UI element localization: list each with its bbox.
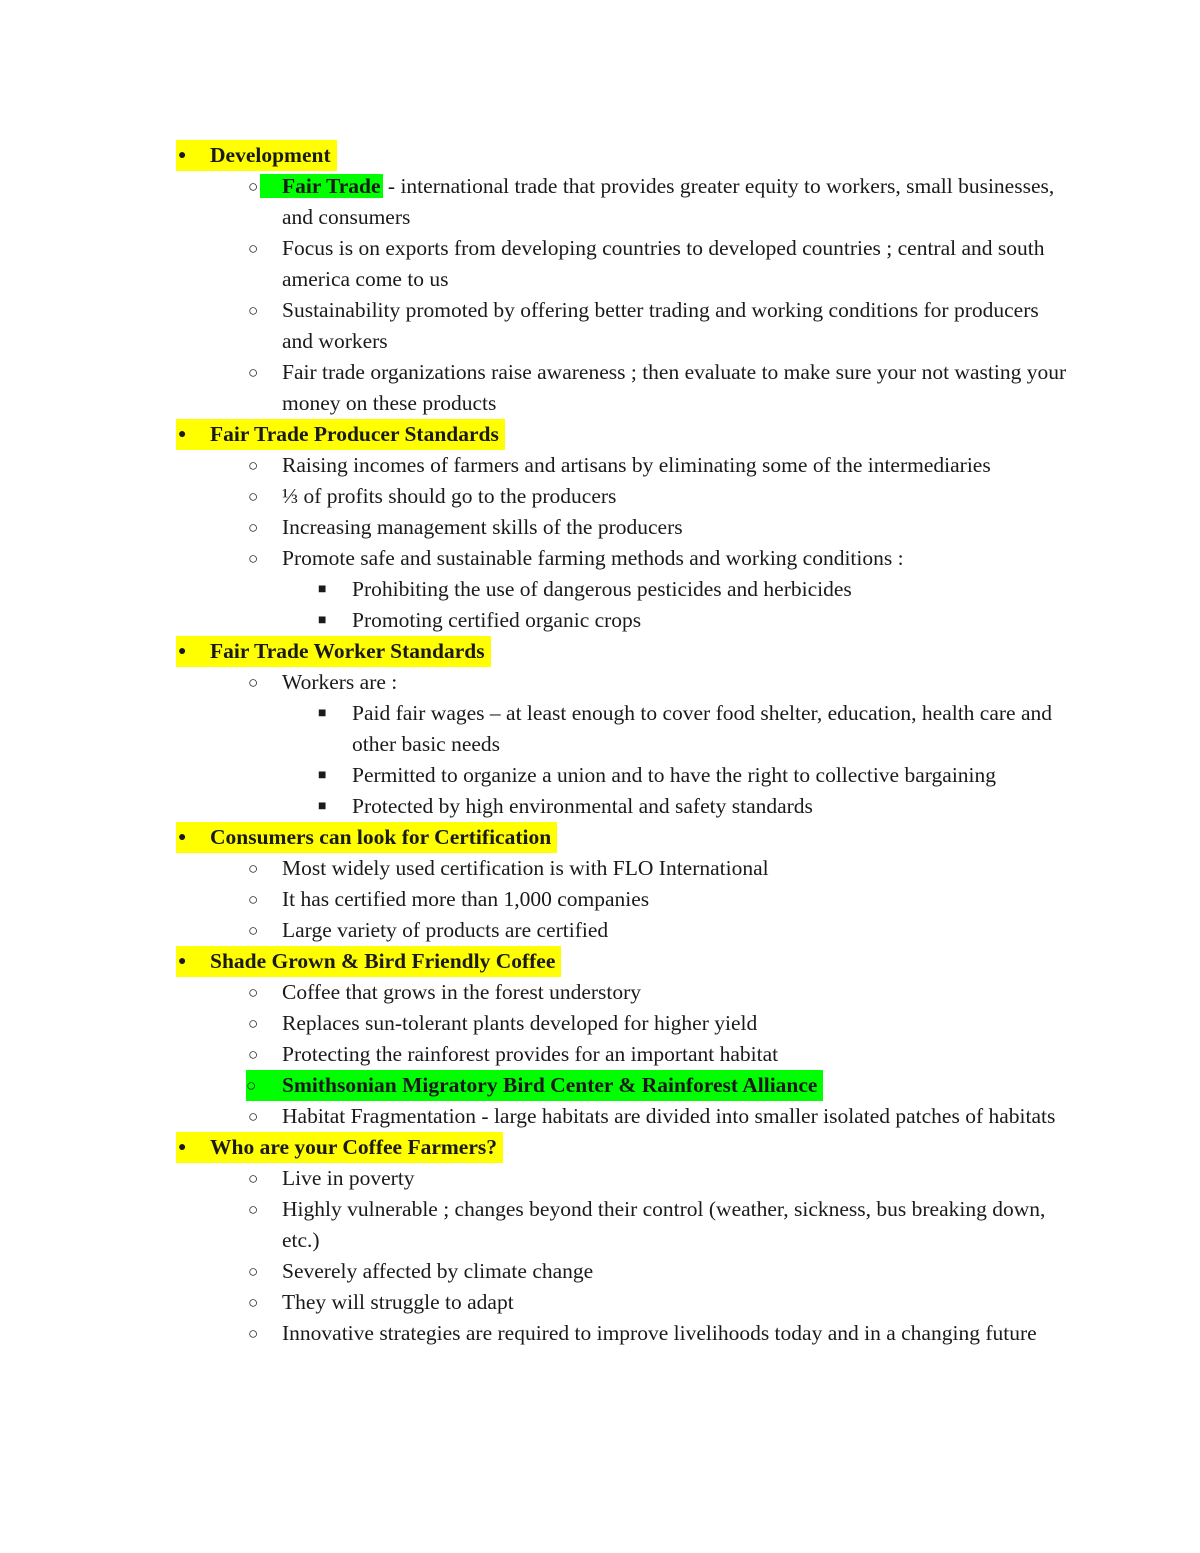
item-text: Focus is on exports from developing countries to developed countries ; central and south america come to us bbox=[282, 236, 1045, 291]
hollow-bullet-icon: ○ bbox=[248, 673, 259, 692]
section-heading: Who are your Coffee Farmers? bbox=[176, 1132, 503, 1163]
hollow-bullet-icon: ○ bbox=[248, 549, 259, 568]
list-item bbox=[0, 977, 1200, 1008]
item-text: ⅓ of profits should go to the producers bbox=[282, 484, 617, 508]
section-heading-row bbox=[0, 946, 1200, 977]
hollow-bullet-icon: ○ bbox=[248, 301, 259, 320]
list-item bbox=[0, 1318, 1200, 1349]
square-bullet-icon: ■ bbox=[318, 799, 327, 814]
filled-bullet-icon: ● bbox=[178, 830, 187, 845]
item-text: Highly vulnerable ; changes beyond their control (weather, sickness, bus breaking down, etc.) bbox=[282, 1197, 1046, 1252]
square-bullet-icon: ■ bbox=[318, 768, 327, 783]
hollow-bullet-icon: ○ bbox=[248, 983, 259, 1002]
list-item bbox=[0, 543, 1200, 574]
hollow-bullet-icon: ○ bbox=[248, 921, 259, 940]
list-item bbox=[0, 1008, 1200, 1039]
list-item bbox=[0, 915, 1200, 946]
item-text: Habitat Fragmentation - large habitats are divided into smaller isolated patches of habitats bbox=[282, 1104, 1056, 1128]
sub-list-item bbox=[0, 791, 1200, 822]
section-heading-row bbox=[0, 419, 1200, 450]
list-item bbox=[0, 357, 1200, 419]
hollow-bullet-icon: ○ bbox=[248, 890, 259, 909]
list-item bbox=[0, 667, 1200, 698]
hollow-bullet-icon: ○ bbox=[248, 177, 259, 196]
section-heading: Fair Trade Worker Standards bbox=[176, 636, 491, 667]
list-item bbox=[0, 171, 1200, 233]
list-item bbox=[0, 1287, 1200, 1318]
hollow-bullet-icon: ○ bbox=[248, 1169, 259, 1188]
square-bullet-icon: ■ bbox=[318, 613, 327, 628]
item-text: Sustainability promoted by offering better trading and working conditions for producers and workers bbox=[282, 298, 1039, 353]
item-text: They will struggle to adapt bbox=[282, 1290, 514, 1314]
square-bullet-icon: ■ bbox=[318, 706, 327, 721]
filled-bullet-icon: ● bbox=[178, 1140, 187, 1155]
list-item bbox=[0, 1163, 1200, 1194]
sub-list-item bbox=[0, 574, 1200, 605]
sub-item-text: Paid fair wages – at least enough to cover food shelter, education, health care and other basic needs bbox=[352, 701, 1053, 756]
item-text: Protecting the rainforest provides for an important habitat bbox=[282, 1042, 779, 1066]
item-text: Fair trade organizations raise awareness ; then evaluate to make sure your not wasting your money on these products bbox=[282, 360, 1067, 415]
hollow-bullet-icon: ○ bbox=[248, 1014, 259, 1033]
filled-bullet-icon: ● bbox=[178, 644, 187, 659]
item-text: Innovative strategies are required to improve livelihoods today and in a changing future bbox=[282, 1321, 1037, 1345]
list-item bbox=[0, 1101, 1200, 1132]
hollow-bullet-icon: ○ bbox=[248, 456, 259, 475]
section-heading: Development bbox=[176, 140, 337, 171]
hollow-bullet-icon: ○ bbox=[248, 239, 259, 258]
sub-list-item bbox=[0, 760, 1200, 791]
sub-item-text: Promoting certified organic crops bbox=[352, 608, 642, 632]
item-text: Workers are : bbox=[282, 670, 398, 694]
hollow-bullet-icon: ○ bbox=[248, 518, 259, 537]
item-text: Replaces sun-tolerant plants developed for higher yield bbox=[282, 1011, 758, 1035]
section-heading: Shade Grown & Bird Friendly Coffee bbox=[176, 946, 561, 977]
item-text: Live in poverty bbox=[282, 1166, 415, 1190]
list-item bbox=[0, 853, 1200, 884]
square-bullet-icon: ■ bbox=[318, 582, 327, 597]
list-item bbox=[0, 233, 1200, 295]
hollow-bullet-icon: ○ bbox=[248, 859, 259, 878]
hollow-bullet-icon: ○ bbox=[248, 1045, 259, 1064]
item-text: Severely affected by climate change bbox=[282, 1259, 594, 1283]
filled-bullet-icon: ● bbox=[178, 954, 187, 969]
sub-item-text: Permitted to organize a union and to have the right to collective bargaining bbox=[352, 763, 997, 787]
item-text: Large variety of products are certified bbox=[282, 918, 609, 942]
sub-list-item bbox=[0, 698, 1200, 760]
section-heading-row bbox=[0, 636, 1200, 667]
filled-bullet-icon: ● bbox=[178, 148, 187, 163]
hollow-bullet-icon: ○ bbox=[248, 1262, 259, 1281]
hollow-bullet-icon: ○ bbox=[248, 363, 259, 382]
item-text: Promote safe and sustainable farming methods and working conditions : bbox=[282, 546, 904, 570]
highlighted-item bbox=[246, 1070, 823, 1101]
list-item-highlighted bbox=[0, 1070, 1200, 1101]
list-item bbox=[0, 295, 1200, 357]
outline bbox=[0, 140, 1200, 1349]
section-heading: Fair Trade Producer Standards bbox=[176, 419, 505, 450]
hollow-bullet-icon: ○ bbox=[248, 1200, 259, 1219]
item-text: Increasing management skills of the producers bbox=[282, 515, 683, 539]
section-heading-row bbox=[0, 822, 1200, 853]
list-item bbox=[0, 884, 1200, 915]
section-heading-row bbox=[0, 1132, 1200, 1163]
sub-item-text: Prohibiting the use of dangerous pesticides and herbicides bbox=[352, 577, 852, 601]
hollow-bullet-icon: ○ bbox=[248, 487, 259, 506]
section-heading-row bbox=[0, 140, 1200, 171]
hollow-bullet-icon: ○ bbox=[248, 1293, 259, 1312]
item-text: Raising incomes of farmers and artisans by eliminating some of the intermediaries bbox=[282, 453, 991, 477]
item-text: Coffee that grows in the forest understory bbox=[282, 980, 642, 1004]
hollow-bullet-icon: ○ bbox=[248, 1324, 259, 1343]
list-item bbox=[0, 1194, 1200, 1256]
filled-bullet-icon: ● bbox=[178, 427, 187, 442]
hollow-bullet-icon: ○ bbox=[246, 1076, 257, 1095]
hollow-bullet-icon: ○ bbox=[248, 1107, 259, 1126]
item-text: - international trade that provides greater equity to workers, small businesses, and consumers bbox=[282, 174, 1055, 229]
sub-item-text: Protected by high environmental and safety standards bbox=[352, 794, 813, 818]
section-heading: Consumers can look for Certification bbox=[176, 822, 557, 853]
list-item bbox=[0, 1039, 1200, 1070]
list-item bbox=[0, 481, 1200, 512]
sub-list-item bbox=[0, 605, 1200, 636]
item-text: Smithsonian Migratory Bird Center & Rainforest Alliance bbox=[282, 1073, 818, 1097]
item-text: It has certified more than 1,000 companies bbox=[282, 887, 650, 911]
item-text: Most widely used certification is with FLO International bbox=[282, 856, 769, 880]
list-item bbox=[0, 1256, 1200, 1287]
highlighted-term: Fair Trade bbox=[260, 174, 383, 198]
list-item bbox=[0, 512, 1200, 543]
list-item bbox=[0, 450, 1200, 481]
